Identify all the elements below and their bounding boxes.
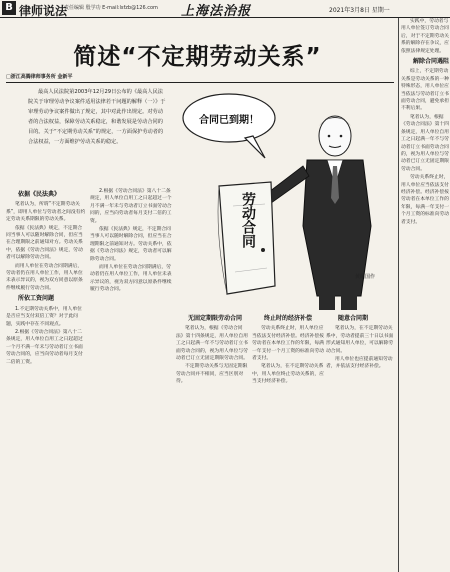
section-paragraph: 2.根据《劳动合同法》第八十二条规定，用人单位自用工之日起超过一个月不满一年未与劳动者订立书面劳动合同的，应当向劳动者每月支付二倍的工资。 <box>90 189 172 224</box>
section-paragraph: 笔者认为，根据《劳动合同法》第十四条规定，用人单位自用工之日起满一年不与劳动者订立书面劳动合同的，视为用人单位与劳动者已订立无固定期限劳动合同。 <box>401 114 449 172</box>
cartoon-illustration <box>175 86 393 312</box>
section-paragraph: 劳动关系终止时，用人单位应当依法支付经济补偿。经济补偿按劳动者在本单位工作的年限，每满一年支付一个月工资的标准向劳动者支付。 <box>401 175 449 225</box>
man-head <box>319 116 351 156</box>
cartoon-svg <box>175 86 393 312</box>
section-heading: 无固定期限劳动合同 <box>188 315 243 322</box>
page-code: B <box>2 1 16 15</box>
section-paragraph: 而用人单位在劳动合同期满后，劳动者仍在用人单位工作，用人单位未表示异议的，视为双方同意以原条件继续履行劳动合同。 <box>90 265 172 293</box>
section-paragraph: 笔者认为，在不定期劳动关系中，劳动者提前三十日以书面形式通知用人单位，可以解除劳动合同。 <box>326 326 394 354</box>
section-paragraph: 依据《民法典》规定，不定期合同当事人可以随时解除合同，但应当在合理期限之前通知对方。劳动关系中，依据《劳动合同法》规定，劳动者可以解除劳动合同。 <box>90 227 172 262</box>
newspaper-name: 上海法治报 <box>181 4 252 19</box>
text-column-1 <box>6 188 86 568</box>
section-paragraph: 2.根据《劳动合同法》第八十二条规定，用人单位自用工之日起超过一个月不满一年未与劳动者订立书面劳动合同的，应当向劳动者每月支付二倍的工资。 <box>6 329 83 365</box>
page-header <box>0 0 450 18</box>
section-paragraph: 实践中，劳动者与用人单位签订劳动合同后，对于不定期劳动关系的解除存在争议，应依照法律规定处理。 <box>401 19 449 54</box>
text-column-5 <box>326 312 396 568</box>
publication-date: 2021年3月8日 星期一 <box>329 7 390 14</box>
section-heading: 依据《民法典》 <box>18 191 61 198</box>
section-paragraph: 依据《民法典》规定，不定期合同当事人可以随时解除合同，但应当在合理期限之前通知对方。劳动关系中，依据《劳动合同法》规定，劳动者可以解除劳动合同。 <box>6 225 83 261</box>
column-name: 律师说法 <box>19 4 68 18</box>
intro-paragraph: 最高人民法院第2003年12月29日公布的《最高人民法院关于审理劳动争议案件适用法律若干问题的解释（一）》于审理劳动争议案件做出了规定，其中对此作出规定。对劳动者的合法权益，保障劳动关系稳定，和谐发展是劳动合同的目的。关于“不定期劳动关系”的规定，一方面保护劳动者的合法权益，一方面维护劳动关系的稳定。 <box>28 89 166 145</box>
section-heading: 解除合同遇阻 <box>413 58 450 66</box>
text-column-4 <box>252 312 324 568</box>
section-paragraph: 而用人单位在劳动合同期满后，劳动者仍在用人单位工作，用人单位未表示异议的，视为双方同意以原条件继续履行劳动合同。 <box>6 263 83 291</box>
section-paragraph: 综上，不定期劳动关系是劳动关系的一种特殊形态，用人单位应当依法与劳动者订立书面劳动合同，避免承担不利后果。 <box>401 69 449 112</box>
section-paragraph: 1.不定期劳动关系中，用人单位是否应当支付双倍工资？对于此问题，实践中存在不同观点。 <box>6 306 82 327</box>
section-paragraph: 笔者认为，所谓“不定期劳动关系”，即用人单位与劳动者之间没有约定劳动关系期限的劳动关系。 <box>6 202 86 223</box>
section-paragraph: 劳动关系终止时，用人单位应当依法支付经济补偿。经济补偿按劳动者在本单位工作的年限，每满一年支付一个月工资的标准向劳动者支付。 <box>252 326 324 362</box>
right-sidebar <box>398 18 450 572</box>
section-paragraph: 不定期劳动关系与无固定期限劳动合同并不相同，应当区别对待。 <box>176 364 248 385</box>
article-author: □浙江高腾律师事务所 金新平 <box>6 74 73 80</box>
sidebar-text <box>399 18 450 227</box>
bubble-text: 合同已到期！ <box>199 115 259 126</box>
section-heading: 随意合同期 <box>338 315 369 322</box>
section-paragraph: 笔者认为，在不定期劳动关系中，用人单位终止劳动关系的，应当支付经济补偿。 <box>252 364 324 385</box>
article-title: 简述“不定期劳动关系” <box>73 44 322 70</box>
section-paragraph: 用人单位也应提前通知劳动者，并依法支付经济补偿。 <box>326 357 393 370</box>
article-intro <box>28 87 168 147</box>
section-heading: 所依工资问题 <box>18 295 55 303</box>
bubble-tail <box>245 136 265 158</box>
title-rule <box>6 82 394 83</box>
illustration-signature: 黄颐国作 <box>355 274 376 280</box>
section-heading: 终止时的经济补偿 <box>264 315 313 322</box>
document-label: 劳动合同 <box>240 192 256 248</box>
text-column-3 <box>176 312 248 568</box>
section-paragraph: 笔者认为，根据《劳动合同法》第十四条规定，用人单位自用工之日起满一年不与劳动者订立书面劳动合同的，视为用人单位与劳动者已订立无固定期限劳动合同。 <box>176 326 248 362</box>
editor-info: 责任编辑 殷学功 E-mail:lsfzb@126.com <box>64 5 158 11</box>
text-column-2 <box>90 188 172 568</box>
